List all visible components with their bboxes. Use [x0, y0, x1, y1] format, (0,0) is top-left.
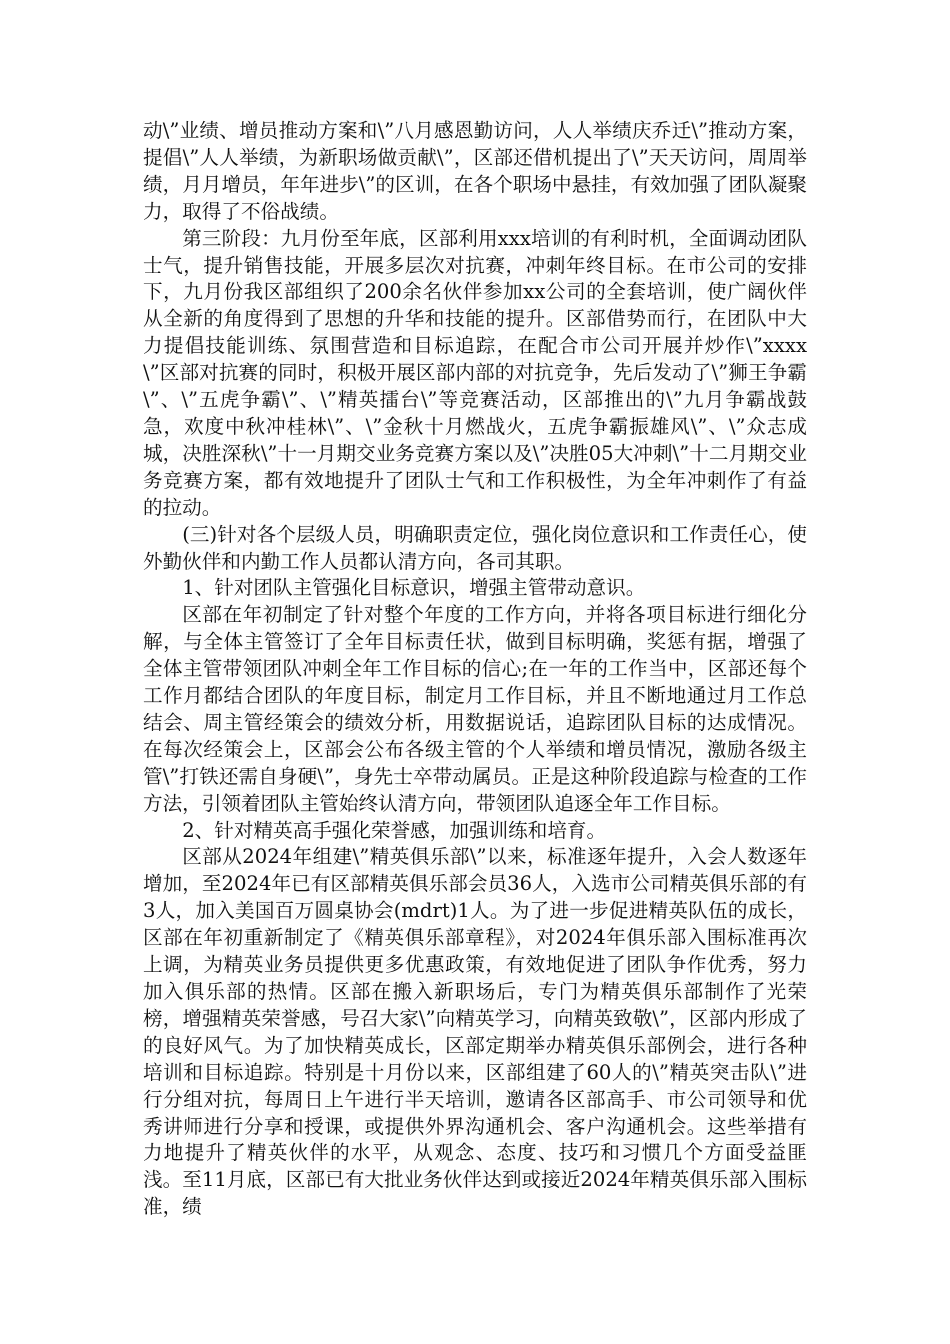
paragraph-2: 第三阶段：九月份至年底，区部利用xxx培训的有利时机，全面调动团队士气，提升销售技能，开展多层次对抗赛，冲刺年终目标。在市公司的安排下，九月份我区部组织了200余名伙伴参加xx公司的全套培训，使广阔伙伴从全新的角度得到了思想的升华和技能的提升。区部借势而行，在团队中大力提倡技能训练、氛围营造和目标追踪，在配合市公司开展并炒作\”xxxx\”区部对抗赛的同时，积极开展区部内部的对抗竞争，先后发动了\”狮王争霸\”、\”五虎争霸\”、\”精英擂台\”等竞赛活动，区部推出的\”九月争霸战鼓急，欢度中秋冲桂林\”、\”金秋十月燃战火，五虎争霸振雄风\”、\”众志成城，决胜深秋\”十一月期交业务竞赛方案以及\”决胜05大冲刺\”十二月期交业务竞赛方案，都有效地提升了团队士气和工作积极性，为全年冲刺作了有益的拉动。 [143, 226, 807, 519]
paragraph-1: 动\”业绩、增员推动方案和\”八月感恩勤访问，人人举绩庆乔迁\”推动方案，提倡\”人人举绩，为新职场做贡献\”，区部还借机提出了\”天天访问，周周举绩，月月增员，年年进步\”的区训，在各个职场中悬挂，有效加强了团队凝聚力，取得了不俗战绩。 [143, 119, 807, 223]
paragraph-4: 1、针对团队主管强化目标意识，增强主管带动意识。 [182, 576, 646, 600]
paragraph-6: 2、针对精英高手强化荣誉感，加强训练和培育。 [182, 818, 607, 842]
paragraph-5: 区部在年初制定了针对整个年度的工作方向，并将各项目标进行细化分解，与全体主管签订了全年目标责任状，做到目标明确，奖惩有据，增强了全体主管带领团队冲刺全年工作目标的信心;在一年的工作当中，区部还每个工作月都结合团队的年度目标，制定月工作目标，并且不断地通过月工作总结会、周主管经策会的绩效分析，用数据说话，追踪团队目标的达成情况。在每次经策会上，区部会公布各级主管的个人举绩和增员情况，激励各级主管\”打铁还需自身硬\”，身先士卒带动属员。正是这种阶段追踪与检查的工作方法，引领着团队主管始终认清方向，带领团队追逐全年工作目标。 [143, 603, 807, 815]
paragraph-7: 区部从2024年组建\”精英俱乐部\”以来，标准逐年提升，入会人数逐年增加，至2024年已有区部精英俱乐部会员36人，入选市公司精英俱乐部的有3人，加入美国百万圆桌协会(mdrt)1人。为了进一步促进精英队伍的成长，区部在年初重新制定了《精英俱乐部章程》，对2024年俱乐部入围标准再次上调，为精英业务员提供更多优惠政策，有效地促进了团队争作优秀，努力加入俱乐部的热情。区部在搬入新职场后，专门为精英俱乐部制作了光荣榜，增强精英荣誉感，号召大家\”向精英学习，向精英致敬\”，区部内形成了的良好风气。为了加快精英成长，区部定期举办精英俱乐部例会，进行各种培训和目标追踪。特别是十月份以来，区部组建了60人的\”精英突击队\”进行分组对抗，每周日上午进行半天培训，邀请各区部高手、市公司领导和优秀讲师进行分享和授课，或提供外界沟通机会、客户沟通机会。这些举措有力地提升了精英伙伴的水平，从观念、态度、技巧和习惯几个方面受益匪浅。至11月底，区部已有大批业务伙伴达到或接近2024年精英俱乐部入围标准，绩 [143, 845, 807, 1219]
paragraph-3: (三)针对各个层级人员，明确职责定位，强化岗位意识和工作责任心，使外勤伙伴和内勤工作人员都认清方向，各司其职。 [143, 522, 807, 573]
document-page [143, 118, 807, 1221]
